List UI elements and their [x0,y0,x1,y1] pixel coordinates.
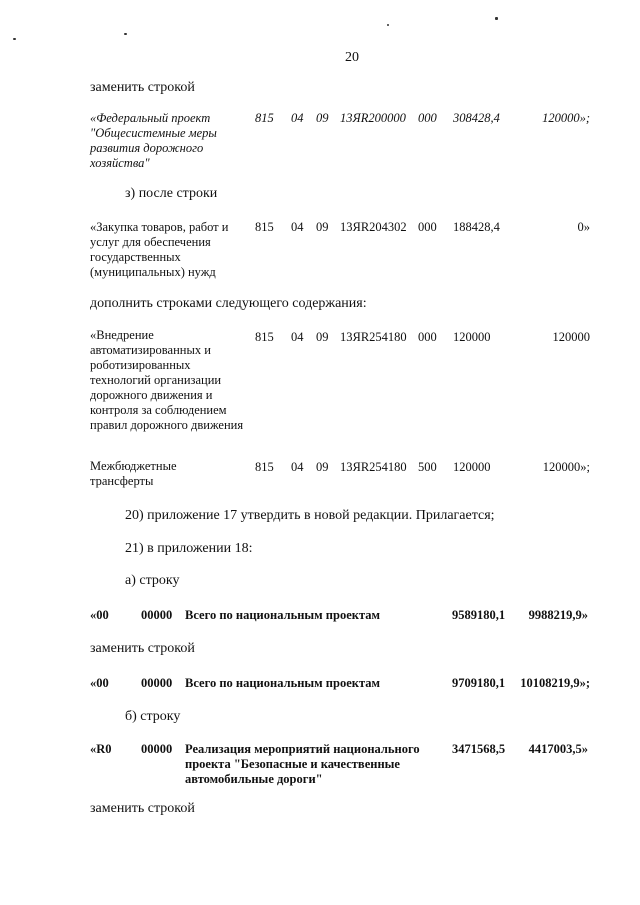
item-b-line: б) строку [125,709,181,724]
scan-speck [13,38,16,40]
paragraph-21: 21) в приложении 18: [125,541,253,556]
cell-value-1: 120000 [453,330,491,344]
page-number: 20 [345,50,359,65]
cell-section: 04 [291,330,304,344]
cell-target: 13ЯR254180 [340,460,407,474]
cell-target: 13ЯR254180 [340,330,407,344]
cell-expense-type: 000 [418,330,437,344]
cell-ved: 815 [255,330,274,344]
cell-value-1: 9589180,1 [452,608,506,622]
cell-section: 04 [291,460,304,474]
cell-code-2: 00000 [141,676,173,690]
cell-value-2: 10108219,9»; [520,676,590,690]
cell-expense-type: 000 [418,220,437,234]
cell-ved: 815 [255,111,274,125]
paragraph-20: 20) приложение 17 утвердить в новой редакции. Прилагается; [125,508,495,523]
cell-value-2: 0» [577,220,590,234]
cell-expense-type: 500 [418,460,437,474]
row-name: Всего по национальным проектам [185,676,381,690]
row-name: Реализация мероприятий национального проекта "Безопасные и качественные автомобильные дороги" [185,742,420,786]
cell-value-2: 120000 [552,330,590,344]
cell-target: 13ЯR200000 [340,111,406,125]
replace-with-line-3: заменить строкой [90,801,195,816]
cell-value-1: 3471568,5 [452,742,506,756]
cell-section: 04 [291,220,304,234]
cell-ved: 815 [255,460,274,474]
cell-value-1: 308428,4 [453,111,500,125]
row-name: «Внедрение автоматизированных и роботизированных технологий организации дорожного движения и контроля за соблюдением правил дорожного движения [90,328,244,432]
row-name: Всего по национальным проектам [185,608,381,622]
cell-value-2: 120000»; [542,460,590,474]
cell-section: 04 [291,111,304,125]
row-name: Межбюджетные трансферты [90,459,177,488]
cell-target: 13ЯR204302 [340,220,407,234]
cell-value-2: 9988219,9» [528,608,588,622]
item-z-line: з) после строки [125,186,218,201]
cell-code-2: 00000 [141,742,173,756]
scan-speck [495,17,498,20]
cell-subsection: 09 [316,460,329,474]
cell-expense-type: 000 [418,111,437,125]
replace-with-line-1: заменить строкой [90,80,195,95]
scan-speck [124,33,127,35]
item-a-line: а) строку [125,573,180,588]
cell-code-1: «00 [90,676,109,690]
cell-value-1: 9709180,1 [452,676,506,690]
cell-code-2: 00000 [141,608,173,622]
cell-subsection: 09 [316,111,329,125]
cell-value-1: 188428,4 [453,220,500,234]
cell-value-2: 4417003,5» [528,742,588,756]
supplement-line: дополнить строками следующего содержания: [90,296,367,311]
cell-subsection: 09 [316,220,329,234]
row-name: «Закупка товаров, работ и услуг для обеспечения государственных (муниципальных) нужд [90,220,229,279]
row-name: «Федеральный проект "Общесистемные меры развития дорожного хозяйства" [90,111,217,170]
cell-code-1: «R0 [90,742,112,756]
cell-value-1: 120000 [453,460,491,474]
replace-with-line-2: заменить строкой [90,641,195,656]
scan-speck [387,24,389,26]
cell-code-1: «00 [90,608,109,622]
cell-subsection: 09 [316,330,329,344]
cell-value-2: 120000»; [542,111,590,125]
cell-ved: 815 [255,220,274,234]
